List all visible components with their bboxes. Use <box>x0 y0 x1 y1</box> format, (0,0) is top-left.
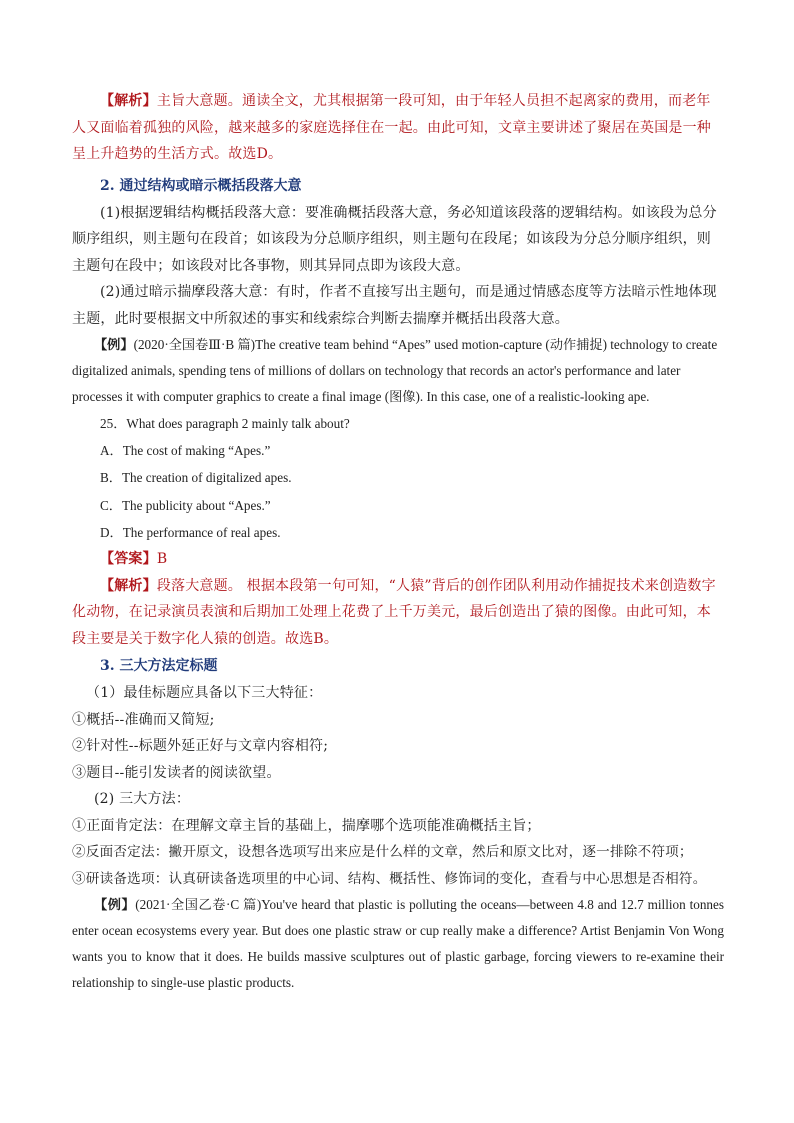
option-c: C．The publicity about “Apes.” <box>100 497 271 513</box>
features-subheading: （1）最佳标题应具备以下三大特征： <box>86 685 323 702</box>
answer-tag: 【答案】 <box>100 551 157 568</box>
method-item-2: ②反面否定法：撇开原文，设想各选项写出来应是什么样的文章，然后和原文比对，逐一排除不符项； <box>72 844 693 861</box>
example-tag-2: 【例】 <box>94 897 136 913</box>
example-text-2: (2021·全国乙卷·C 篇)You've heard that plastic is polluting the oceans—between 4.8 and 12.7 million tonnes enter ocean ecosystems every year. But does one plastic straw or cup really make a difference? Artist Benjamin Von Wong wants you to know that it does. He builds massive sculptures out of plastic garbage, forcing viewers to re-examine their relationship to single-use plastic products. <box>72 897 725 991</box>
feature-item-2: ②针对性--标题外延正好与文章内容相符; <box>72 738 329 755</box>
analysis-text: 主旨大意题。通读全文，尤其根据第一段可知，由于年轻人员担不起离家的费用，而老年人又面临着孤独的风险，越来越多的家庭选择住在一起。由此可知，文章主要讲述了聚居在英国是一种呈上升趋势的生活方式。故选D。 <box>72 93 711 162</box>
analysis-tag-2: 【解析】 <box>100 577 157 594</box>
method-item-3: ③研读备选项：认真研读备选项里的中心词、结构、概括性、修饰词的变化，查看与中心思想是否相符。 <box>72 870 707 887</box>
answer-line <box>72 546 724 573</box>
section-heading-2: 2. 通过结构或暗示概括段落大意 <box>100 177 302 194</box>
question-stem: 25．What does paragraph 2 mainly talk about? <box>100 416 350 431</box>
option-b: B．The creation of digitalized apes. <box>100 470 292 486</box>
example-paragraph-1 <box>72 332 724 410</box>
example-paragraph-2 <box>72 892 724 996</box>
analysis-paragraph-2 <box>72 573 724 653</box>
feature-item-1: ①概括--准确而又简短; <box>72 711 215 728</box>
analysis-text-2: 段落大意题。 根据本段第一句可知，“人猿”背后的创作团队利用动作捕捉技术来创造数字化动物，在记录演员表演和后期加工处理上花费了上千万美元，最后创造出了猿的图像。由此可知，本段主要是关于数字化人猿的创造。故选B。 <box>72 577 716 647</box>
example-text: (2020·全国卷Ⅲ·B 篇)The creative team behind “Apes” used motion-capture (动作捕捉) technology to create digitalized animals, spending tens of millions of dollars on technology that records an actor's performance and later processes it with computer graphics to create a final image (图像). In this case, one of a realistic-looking ape. <box>72 337 718 404</box>
analysis-tag: 【解析】 <box>100 93 157 109</box>
section-heading-3: 3. 三大方法定标题 <box>100 658 218 675</box>
section2-paragraph-1: (1)根据逻辑结构概括段落大意：要准确概括段落大意，务必知道该段落的逻辑结构。如该段为总分顺序组织，则主题句在段首；如该段为分总顺序组织，则主题句在段尾；如该段为分总分顺序组织，则主题句在段中；如该段对比各事物，则其异同点即为该段大意。 <box>72 204 717 274</box>
feature-item-3: ③题目--能引发读者的阅读欲望。 <box>72 764 281 781</box>
section2-paragraph-2: (2)通过暗示揣摩段落大意：有时，作者不直接写出主题句，而是通过情感态度等方法暗示性地体现主题，此时要根据文中所叙述的事实和线索综合判断去揣摩并概括出段落大意。 <box>72 284 717 327</box>
document-page <box>72 88 724 996</box>
option-d: D．The performance of real apes. <box>100 524 281 540</box>
analysis-paragraph-1 <box>72 88 724 168</box>
method-item-1: ①正面肯定法：在理解文章主旨的基础上，揣摩哪个选项能准确概括主旨； <box>72 817 541 834</box>
example-tag: 【例】 <box>94 337 134 352</box>
option-a: A．The cost of making “Apes.” <box>100 443 271 459</box>
methods-subheading: (2) 三大方法： <box>94 791 191 808</box>
answer-value: B <box>156 551 168 568</box>
